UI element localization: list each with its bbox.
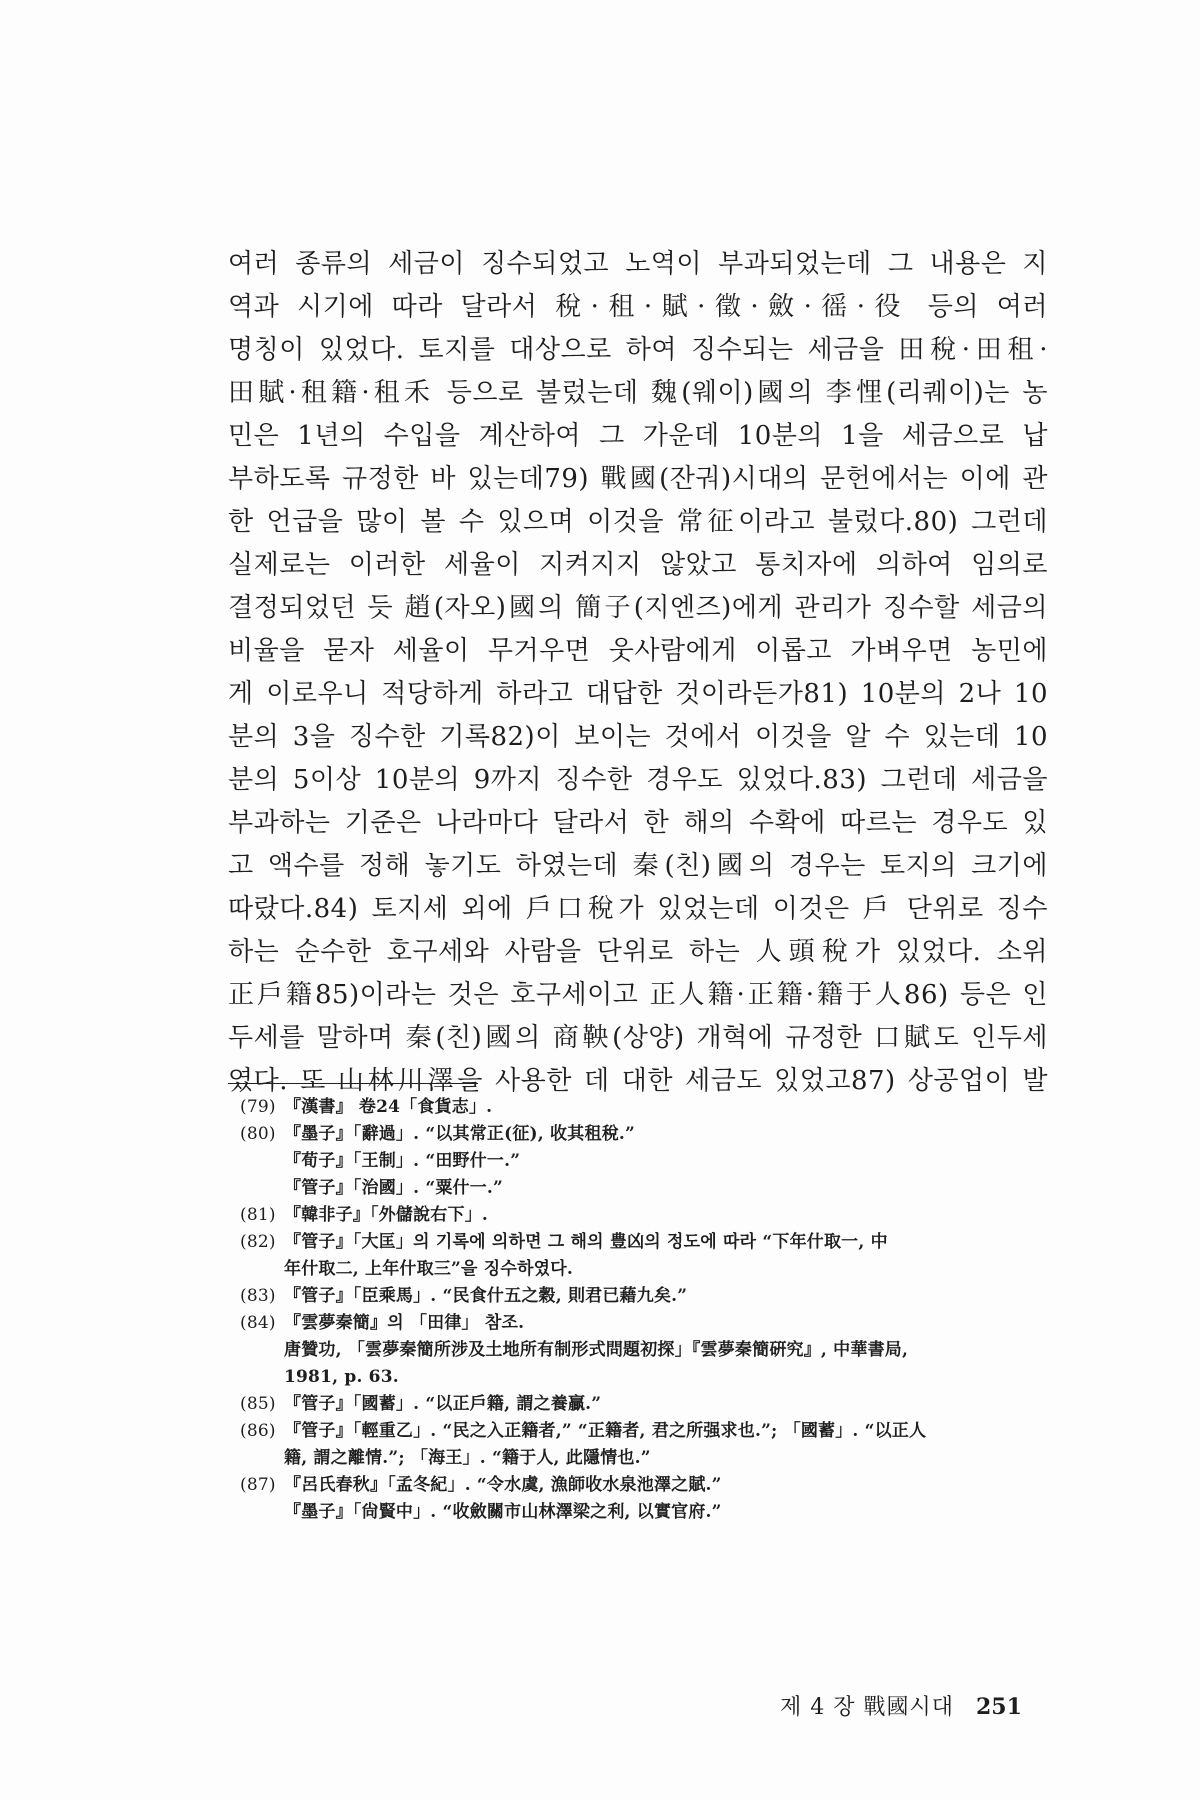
footnote-line	[240, 1283, 1050, 1310]
body-line: 실제로는 이러한 세율이 지켜지지 않았고 통치자에 의하여 임의로	[228, 550, 1048, 580]
body-line: 민은 1년의 수입을 계산하여 그 가운데 10분의 1을 세금으로 납	[228, 421, 1048, 451]
footnote-line	[240, 1418, 1050, 1445]
footnote-line	[240, 1472, 1050, 1499]
body-line: 田賦·租籍·租禾 등으로 불렀는데 魏(웨이)國의 李悝(리퀘이)는 농	[228, 378, 1048, 408]
footnote-text: 『管子』「治國」. “粟什一.”	[284, 1178, 504, 1198]
footnote-text: 『漢書』 卷24「食貨志」.	[284, 1097, 493, 1117]
footnote-line	[240, 1337, 1050, 1364]
footnote-text: 『墨子』「辭過」. “以其常正(征), 收其租稅.”	[284, 1124, 635, 1144]
footnote-line	[240, 1175, 1050, 1202]
body-line: 여러 종류의 세금이 징수되었고 노역이 부과되었는데 그 내용은 지	[228, 249, 1048, 279]
body-line: 하는 순수한 호구세와 사람을 단위로 하는 人頭稅가 있었다. 소위	[228, 937, 1048, 967]
body-line: 正戶籍85)이라는 것은 호구세이고 正人籍·正籍·籍于人86) 등은 인	[228, 980, 1048, 1010]
footnote-number: (87)	[240, 1475, 276, 1495]
body-line: 결정되었던 듯 趙(자오)國의 簡子(지엔즈)에게 관리가 징수할 세금의	[228, 593, 1048, 623]
footnote-number: (82)	[240, 1232, 276, 1252]
footnote-text: 1981, p. 63.	[284, 1367, 399, 1387]
body-line: 부과하는 기준은 나라마다 달라서 한 해의 수확에 따르는 경우도 있	[228, 808, 1048, 838]
body-line: 부하도록 규정한 바 있는데79) 戰國(잔궈)시대의 문헌에서는 이에 관	[228, 464, 1048, 494]
footnote-line	[240, 1229, 1050, 1256]
footnote-line	[240, 1256, 1050, 1283]
footnote-text: 『墨子』「尙賢中」. “收斂關市山林澤梁之利, 以實官府.”	[284, 1502, 722, 1522]
footnote-number: (86)	[240, 1421, 276, 1441]
body-line: 따랐다.84) 토지세 외에 戶口稅가 있었는데 이것은 戶 단위로 징수	[228, 894, 1048, 924]
body-line: 명칭이 있었다. 토지를 대상으로 하여 징수되는 세금을 田稅·田租·	[228, 335, 1048, 365]
footnote-text: 『呂氏春秋』「孟冬紀」. “令水虞, 漁師收水泉池澤之賦.”	[284, 1475, 722, 1495]
footnote-text: 年什取二, 上年什取三”을 징수하였다.	[284, 1259, 573, 1279]
body-line: 역과 시기에 따라 달라서 稅·租·賦·徵·斂·徭·役 등의 여러	[228, 292, 1048, 322]
footnote-text: 『管子』「大匡」의 기록에 의하면 그 해의 豊凶의 정도에 따라 “下年什取一, 中	[284, 1232, 888, 1252]
footnote-number: (85)	[240, 1394, 276, 1414]
footnote-line	[240, 1148, 1050, 1175]
footnote-line	[240, 1202, 1050, 1229]
footnote-text: 『管子』「國蓄」. “以正戶籍, 謂之養贏.”	[284, 1394, 602, 1414]
body-line: 비율을 묻자 세율이 무거우면 웃사람에게 이롭고 가벼우면 농민에	[228, 636, 1048, 666]
footnote-number: (81)	[240, 1205, 276, 1225]
footnote-text: 籍, 謂之離情.”; 「海王」. “籍于人, 此隱情也.”	[284, 1448, 651, 1468]
footnote-line	[240, 1499, 1050, 1526]
footnote-text: 『韓非子』「外儲說右下」.	[284, 1205, 489, 1225]
body-line: 고 액수를 정해 놓기도 하였는데 秦(친)國의 경우는 토지의 크기에	[228, 851, 1048, 881]
footnote-number: (80)	[240, 1124, 276, 1144]
footnotes	[240, 1094, 1050, 1526]
footnote-text: 『管子』「臣乘馬」. “民食什五之穀, 則君已藉九矣.”	[284, 1286, 688, 1306]
chapter-title: 제 4 장 戰國시대	[780, 1695, 954, 1720]
body-line: 두세를 말하며 秦(친)國의 商鞅(상양) 개혁에 규정한 口賦도 인두세	[228, 1023, 1048, 1053]
footnote-line	[240, 1391, 1050, 1418]
footnote-text: 唐贊功, 「雲夢秦簡所涉及土地所有制形式問題初探」『雲夢秦簡硏究』, 中華書局,	[284, 1340, 909, 1360]
body-line: 분의 3을 징수한 기록82)이 보이는 것에서 이것을 알 수 있는데 10	[228, 722, 1048, 752]
body-line: 였다. 또 山林川澤을 사용한 데 대한 세금도 있었고87) 상공업이 발	[228, 1066, 1048, 1096]
footnote-text: 『荀子』「王制」. “田野什一.”	[284, 1151, 521, 1171]
footnote-divider	[228, 1083, 478, 1084]
footnote-line	[240, 1445, 1050, 1472]
running-footer	[780, 1692, 1050, 1723]
page-number: 251	[976, 1694, 1022, 1720]
footnote-line	[240, 1094, 1050, 1121]
body-text	[228, 243, 1048, 1103]
footnote-number: (83)	[240, 1286, 276, 1306]
footnote-text: 『雲夢秦簡』의 「田律」 참조.	[284, 1313, 525, 1333]
footnote-line	[240, 1121, 1050, 1148]
body-line: 게 이로우니 적당하게 하라고 대답한 것이라든가81) 10분의 2나 10	[228, 679, 1048, 709]
footnote-line	[240, 1364, 1050, 1391]
body-line: 한 언급을 많이 볼 수 있으며 이것을 常征이라고 불렀다.80) 그런데	[228, 507, 1048, 537]
body-line: 분의 5이상 10분의 9까지 징수한 경우도 있었다.83) 그런데 세금을	[228, 765, 1048, 795]
footnote-number: (79)	[240, 1097, 276, 1117]
footnote-number: (84)	[240, 1313, 276, 1333]
footnote-line	[240, 1310, 1050, 1337]
footnote-text: 『管子』「輕重乙」. “民之入正籍者,” “正籍者, 君之所强求也.”; 「國蓄」. “以正人	[284, 1421, 927, 1441]
